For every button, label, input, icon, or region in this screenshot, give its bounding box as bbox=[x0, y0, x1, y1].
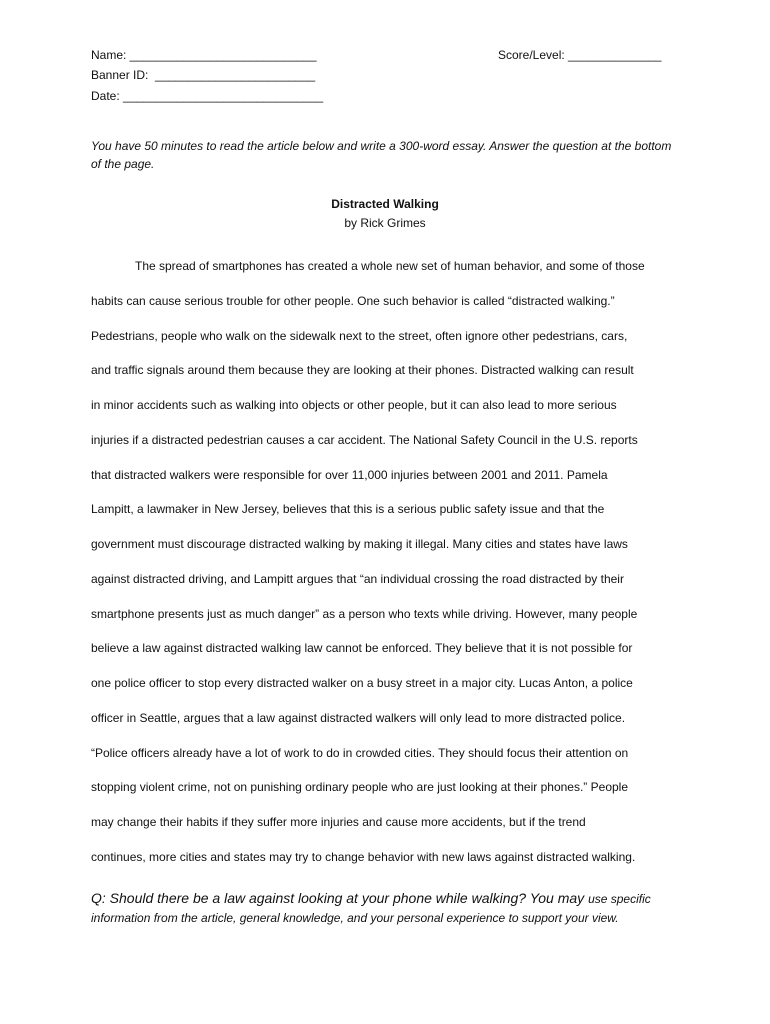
question-text: Q: Should there be a law against looking at your phone while walking? You may bbox=[91, 890, 589, 906]
article-line: stopping violent crime, not on punishing ordinary people who are just looking at their phones.” People bbox=[91, 780, 628, 795]
article-line: Lampitt, a lawmaker in New Jersey, believes that this is a serious public safety issue and that the bbox=[91, 502, 605, 517]
question-line-1 bbox=[91, 888, 691, 909]
article-line: injuries if a distracted pedestrian causes a car accident. The National Safety Council in the U.S. reports bbox=[91, 432, 638, 447]
article-body bbox=[91, 258, 681, 884]
article-line: habits can cause serious trouble for other people. One such behavior is called “distracted walking.” bbox=[91, 293, 615, 308]
article-line: against distracted driving, and Lampitt argues that “an individual crossing the road distracted by their bbox=[91, 571, 624, 586]
essay-question bbox=[91, 888, 691, 927]
article-line: The spread of smartphones has created a whole new set of human behavior, and some of those bbox=[135, 259, 645, 273]
article-line: and traffic signals around them because they are looking at their phones. Distracted walking can result bbox=[91, 363, 634, 378]
article-line: “Police officers already have a lot of work to do in crowded cities. They should focus their attention on bbox=[91, 745, 629, 760]
article-byline: by Rick Grimes bbox=[344, 216, 426, 230]
article-line: smartphone presents just as much danger” as a person who texts while driving. However, many people bbox=[91, 606, 638, 621]
article-line: may change their habits if they suffer more injuries and cause more accidents, but if the trend bbox=[91, 815, 586, 829]
banner-id-field: Banner ID: ________________________ bbox=[91, 68, 316, 82]
date-field: Date: ______________________________ bbox=[91, 89, 324, 103]
instructions-text: You have 50 minutes to read the article below and write a 300-word essay. Answer the question at the bottom of the page. bbox=[91, 139, 672, 171]
name-field: Name: ____________________________ bbox=[91, 48, 317, 62]
article-title: Distracted Walking bbox=[331, 197, 439, 211]
article-line: Pedestrians, people who walk on the sidewalk next to the street, often ignore other pedestrians, cars, bbox=[91, 328, 628, 343]
score-level-field: Score/Level: ______________ bbox=[498, 48, 662, 62]
article-line: believe a law against distracted walking law cannot be enforced. They believe that it is not possible for bbox=[91, 641, 633, 656]
article-line: in minor accidents such as walking into objects or other people, but it can also lead to more serious bbox=[91, 398, 617, 412]
article-line: that distracted walkers were responsible for over 11,000 injuries between 2001 and 2011. Pamela bbox=[91, 467, 608, 482]
article-line: one police officer to stop every distracted walker on a busy street in a major city. Lucas Anton, a police bbox=[91, 676, 633, 690]
article-line: officer in Seattle, argues that a law against distracted walkers will only lead to more distracted police. bbox=[91, 710, 626, 725]
question-line-2: information from the article, general knowledge, and your personal experience to support your view. bbox=[91, 911, 619, 925]
article-line: continues, more cities and states may try to change behavior with new laws against distracted walking. bbox=[91, 849, 636, 864]
article-line: government must discourage distracted walking by making it illegal. Many cities and states have laws bbox=[91, 537, 628, 551]
question-text-small: use specific bbox=[588, 892, 651, 906]
